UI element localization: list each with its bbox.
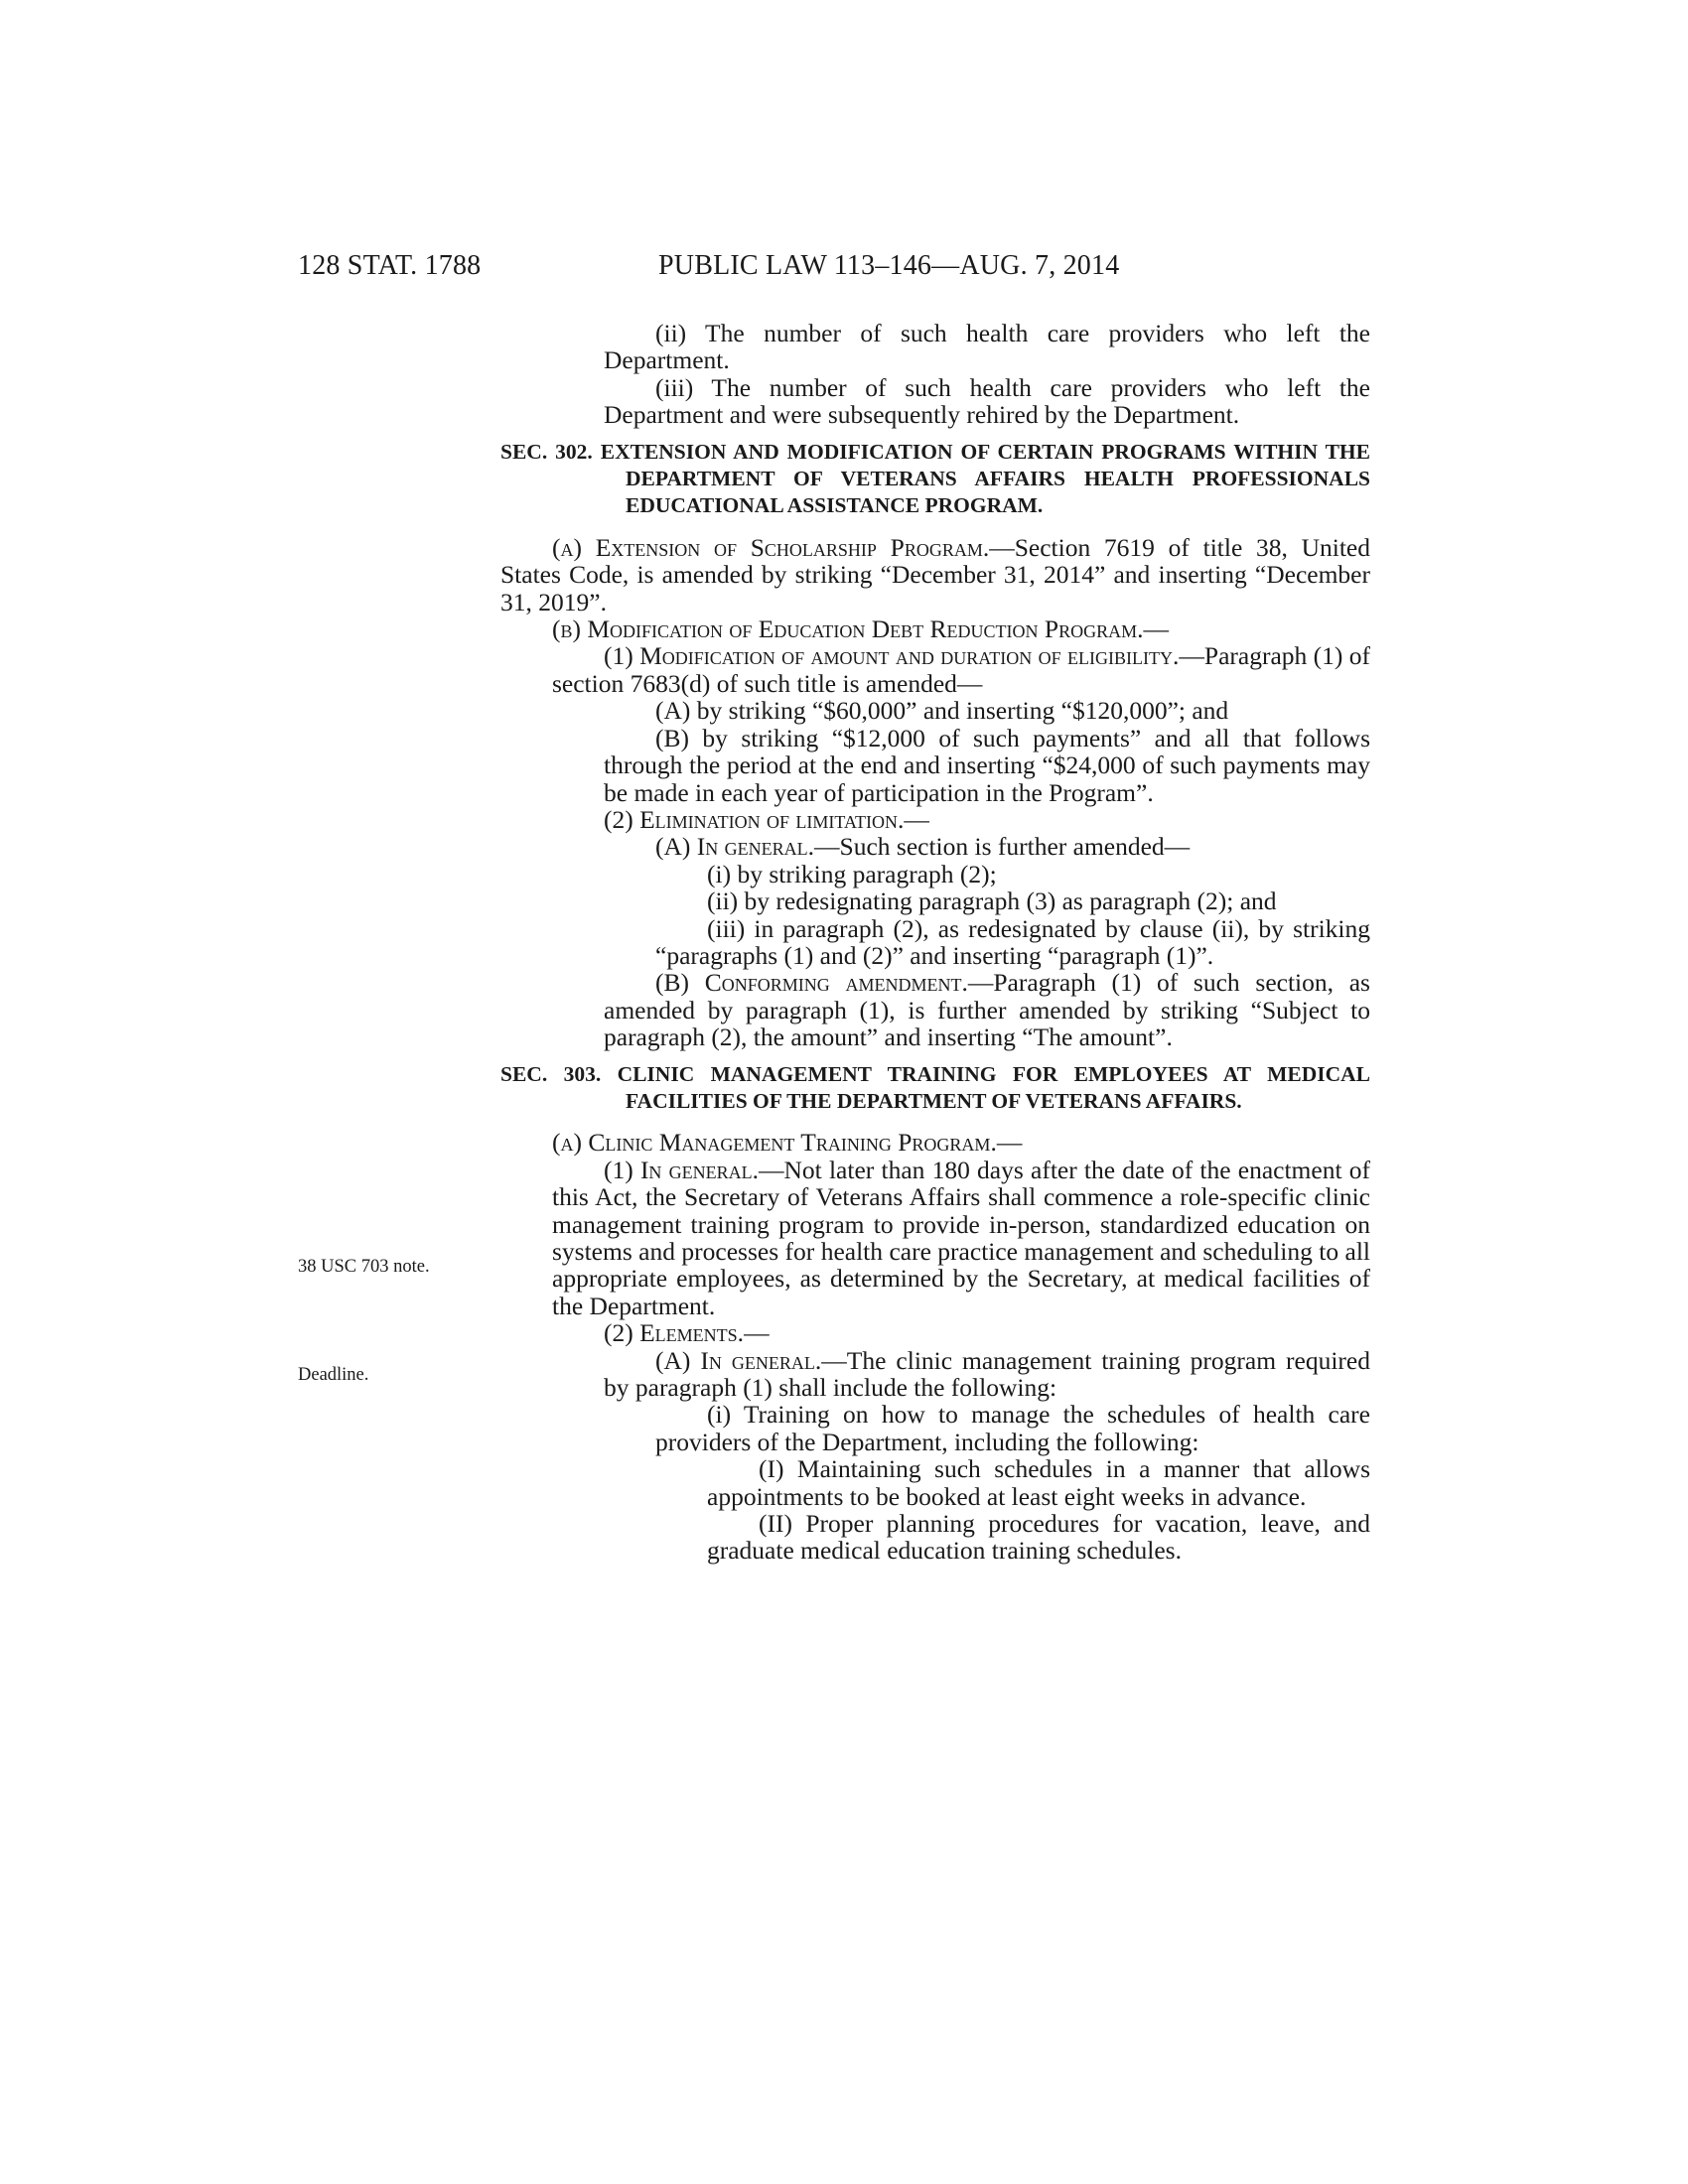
sec302-b1-text: —Paragraph (1) of section 7683(d) of such title is amended— — [552, 641, 1370, 698]
sec302-subsection-a — [500, 534, 1370, 615]
sec303-paragraph-a2 — [500, 1319, 1370, 1346]
sec303-a2-heading: (2) Elements. — [604, 1318, 745, 1348]
sec302-a-text: —Section 7619 of title 38, United States Code, is amended by striking “December 31, 2014” and inserting “December 31, 2019”. — [500, 532, 1370, 616]
sec303-a2-A-i-I: (I) Maintaining such schedules in a manner that allows appointments to be booked at least eight weeks in advance. — [707, 1454, 1370, 1511]
sec302-b2-dash: — — [904, 804, 929, 834]
sec302-b-heading: (b) Modification of Education Debt Reduction Program. — [552, 614, 1144, 644]
deadline-margin-note: Deadline. — [298, 1365, 369, 1385]
section-302-heading: SEC. 302. EXTENSION AND MODIFICATION OF CERTAIN PROGRAMS WITHIN THE DEPARTMENT OF VETERANS AFFAIRS HEALTH PROFESSIONALS EDUCATIONAL ASSISTANCE PROGRAM. — [500, 439, 1370, 518]
sec302-b2-B-heading: (B) Conforming amendment. — [655, 968, 968, 998]
sec302-b2-A-iii: (iii) in paragraph (2), as redesignated by clause (ii), by striking “paragraphs (1) and (2)” and inserting “paragraph (1)”. — [655, 913, 1370, 970]
sec302-b1-heading: (1) Modification of amount and duration of eligibility. — [604, 641, 1180, 671]
sec302-b2-A-ii: (ii) by redesignating paragraph (3) as paragraph (2); and — [707, 887, 1277, 916]
sec303-a-heading: (a) Clinic Management Training Program. — [552, 1128, 997, 1158]
sec303-a2-A-i: (i) Training on how to manage the schedules of health care providers of the Department, including the following: — [655, 1400, 1370, 1456]
sec303-a2-A — [500, 1347, 1370, 1402]
sec302-subsection-b — [500, 615, 1370, 642]
sec303-subsection-a — [500, 1129, 1370, 1156]
section-303-heading: SEC. 303. CLINIC MANAGEMENT TRAINING FOR EMPLOYEES AT MEDICAL FACILITIES OF THE DEPARTMENT OF VETERANS AFFAIRS. — [500, 1061, 1370, 1113]
sec302-b1-B: (B) by striking “$12,000 of such payments” and all that follows through the period at the end and inserting “$24,000 of such payments may be made in each year of participation in the Program”. — [604, 723, 1370, 807]
body-text — [500, 320, 1370, 1565]
clause-ii: (ii) The number of such health care providers who left the Department. — [604, 319, 1370, 375]
sec303-a2-A-heading: (A) In general. — [655, 1345, 822, 1375]
sec302-b2-A-text: —Such section is further amended— — [814, 832, 1191, 862]
sec302-paragraph-b2 — [500, 806, 1370, 833]
sec303-a1-heading: (1) In general. — [604, 1155, 760, 1184]
sec303-a2-dash: — — [744, 1318, 770, 1348]
sec302-paragraph-b1 — [500, 642, 1370, 697]
sec303-a-dash: — — [996, 1128, 1023, 1158]
sec303-a2-A-i-II: (II) Proper planning procedures for vacation, leave, and graduate medical education training schedules. — [707, 1509, 1370, 1566]
sec302-b2-A-i: (i) by striking paragraph (2); — [707, 859, 997, 888]
sec302-a-heading: (a) Extension of Scholarship Program. — [552, 532, 990, 562]
sec303-paragraph-a1 — [500, 1157, 1370, 1319]
sec302-b-dash: — — [1143, 614, 1169, 644]
sec302-b2-B-text: —Paragraph (1) of such section, as amended by paragraph (1), is further amended by striking “Subject to paragraph (2), the amount” and inserting “The amount”. — [604, 968, 1370, 1052]
clause-iii: (iii) The number of such health care providers who left the Department and were subsequently rehired by the Department. — [604, 372, 1370, 430]
public-law-title: PUBLIC LAW 113–146—AUG. 7, 2014 — [658, 250, 1120, 281]
sec303-a1-text: —Not later than 180 days after the date of the enactment of this Act, the Secretary of Veterans Affairs shall commence a role-specific clinic management training program to provide in-person, standardized education on systems and processes for health care practice management and scheduling to all appropriate employees, as determined by the Secretary, at medical facilities of the Department. — [552, 1155, 1370, 1320]
sec302-b2-A-heading: (A) In general. — [655, 832, 815, 862]
sec302-b2-B — [500, 969, 1370, 1050]
sec302-b2-heading: (2) Elimination of limitation. — [604, 804, 905, 834]
sec302-b1-A: (A) by striking “$60,000” and inserting “$120,000”; and — [655, 696, 1229, 726]
usc-margin-note: 38 USC 703 note. — [298, 1257, 430, 1277]
sec303-a2-A-text: —The clinic management training program required by paragraph (1) shall include the following: — [604, 1345, 1370, 1403]
statute-page-number: 128 STAT. 1788 — [298, 250, 482, 281]
sec302-b2-A — [500, 833, 1370, 860]
